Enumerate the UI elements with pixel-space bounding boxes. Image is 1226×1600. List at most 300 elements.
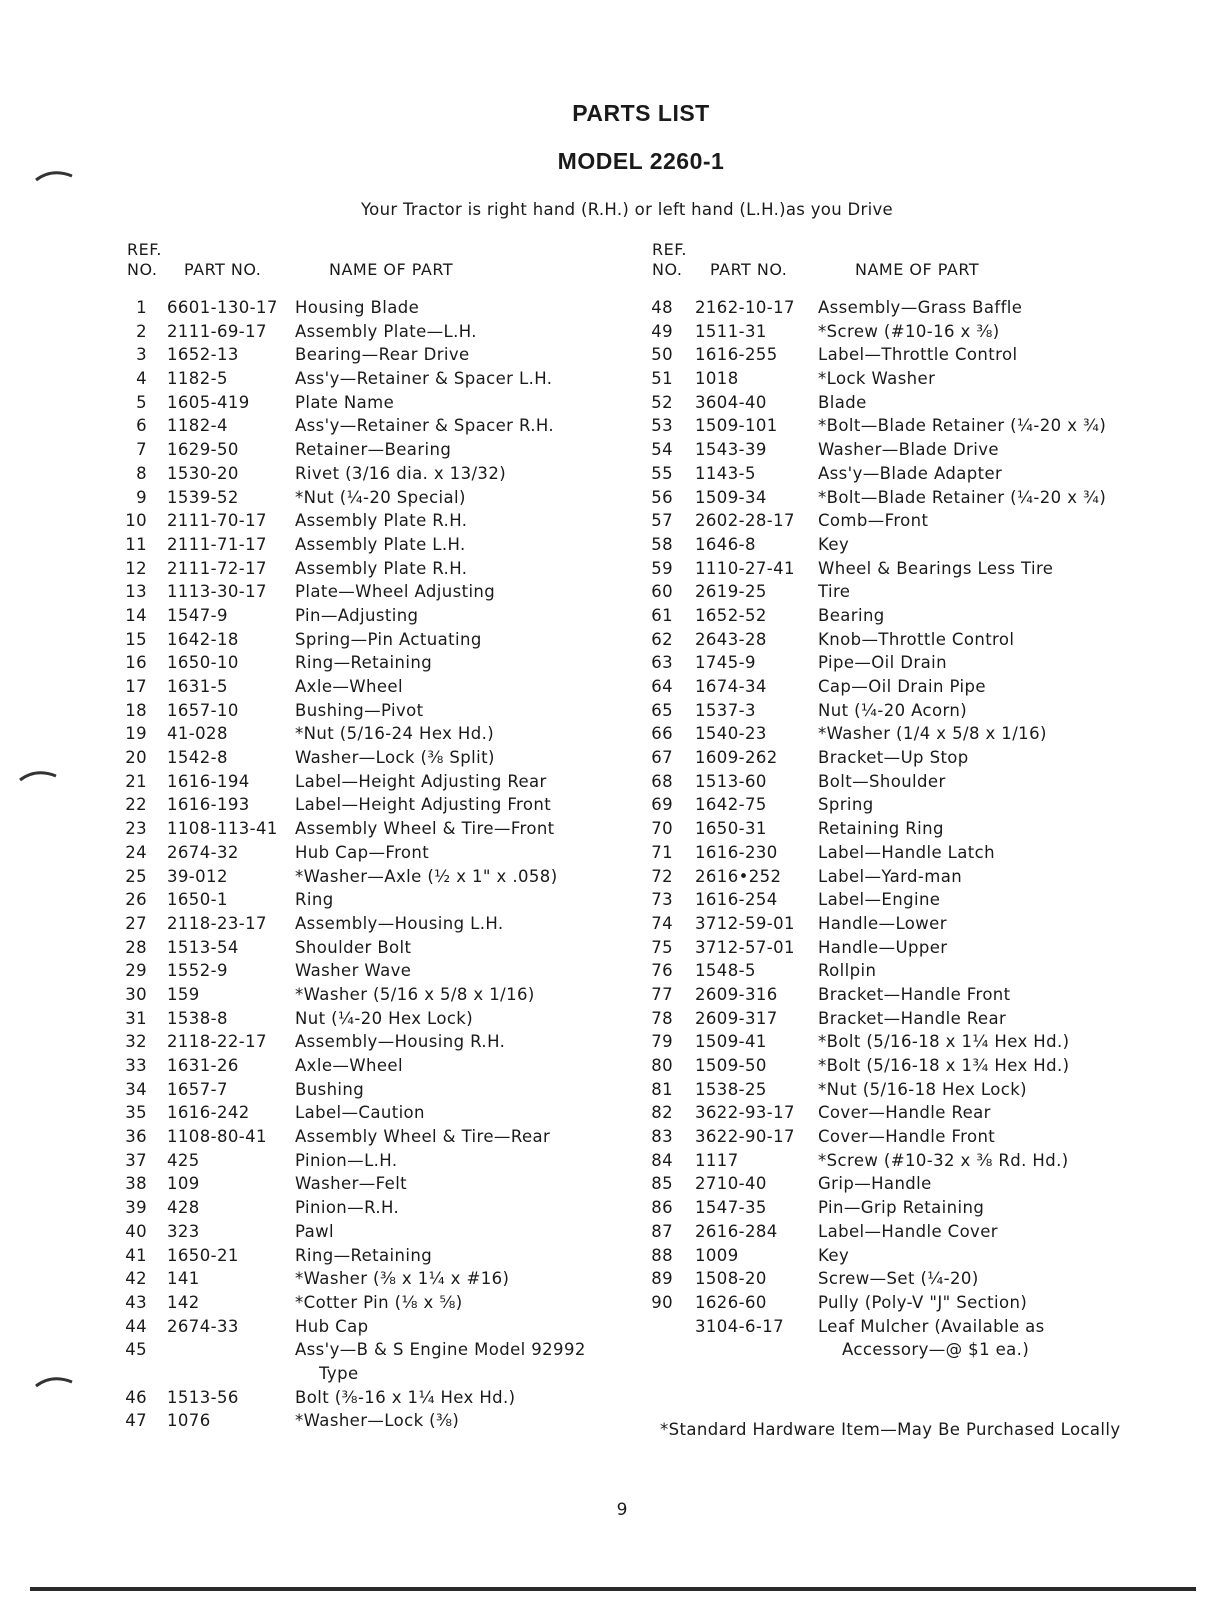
part-name: *Bolt (5/16-18 x 1¼ Hex Hd.) <box>818 1032 1070 1052</box>
part-name: Nut (¼-20 Hex Lock) <box>295 1008 474 1028</box>
part-name: *Bolt—Blade Retainer (¼-20 x ¾) <box>818 487 1107 507</box>
ref-no: 87 <box>651 1221 673 1241</box>
parts-row <box>651 1056 1160 1080</box>
part-no: 1509-50 <box>695 1056 767 1075</box>
part-name: *Washer (5/16 x 5/8 x 1/16) <box>295 984 535 1004</box>
part-no: 1113-30-17 <box>167 582 267 602</box>
part-no: 109 <box>167 1174 200 1194</box>
part-no: 1616-194 <box>167 771 250 791</box>
parts-row <box>651 913 1160 938</box>
parts-row <box>127 1198 617 1222</box>
part-name: Handle—Upper <box>818 937 948 957</box>
part-no: 1537-3 <box>695 700 756 720</box>
ref-no: 30 <box>125 984 147 1004</box>
part-name: Comb—Front <box>818 511 929 531</box>
parts-row <box>127 1411 617 1435</box>
part-no: 2602-28-17 <box>695 511 795 531</box>
part-name: Label—Height Adjusting Front <box>295 795 552 815</box>
part-name: Plate—Wheel Adjusting <box>295 582 496 602</box>
model-title: MODEL 2260-1 <box>557 148 725 174</box>
part-no: 3622-93-17 <box>695 1103 795 1123</box>
ref-no: 84 <box>651 1150 673 1170</box>
part-name: *Nut (¼-20 Special) <box>295 487 466 507</box>
ref-no: 83 <box>651 1127 673 1147</box>
part-name: Pinion—R.H. <box>295 1198 400 1218</box>
parts-row <box>127 867 617 891</box>
part-name: Shoulder Bolt <box>295 937 412 957</box>
part-no: 1642-75 <box>695 795 767 815</box>
parts-row <box>660 1340 1160 1364</box>
parts-row <box>127 1103 617 1127</box>
part-no: 323 <box>167 1221 200 1241</box>
part-no: 1509-34 <box>695 487 767 507</box>
part-name: Handle—Lower <box>818 913 947 933</box>
ref-no: 16 <box>125 653 147 673</box>
ref-no: 82 <box>651 1103 673 1123</box>
ref-no: 52 <box>651 392 673 412</box>
parts-row <box>127 724 617 748</box>
part-name: Bracket—Handle Rear <box>818 1008 1007 1028</box>
part-no: 1631-26 <box>167 1056 239 1075</box>
ref-no: 55 <box>651 463 673 483</box>
parts-row <box>651 653 1160 677</box>
ref-no: 17 <box>125 677 147 696</box>
part-name: *Nut (5/16-18 Hex Lock) <box>818 1079 1027 1099</box>
part-name: Washer Wave <box>295 961 412 981</box>
parts-row <box>651 1221 1160 1246</box>
parts-row <box>127 1009 617 1033</box>
part-name: Tire <box>818 582 851 602</box>
part-no: 2609-316 <box>695 984 778 1004</box>
parts-row <box>651 819 1160 843</box>
parts-row <box>127 511 617 535</box>
column-header <box>652 240 1160 292</box>
ref-no: 89 <box>651 1269 673 1289</box>
part-no: 141 <box>167 1269 200 1289</box>
parts-row <box>127 322 617 346</box>
ref-no: 56 <box>651 487 673 507</box>
part-name: *Bolt (5/16-18 x 1¾ Hex Hd.) <box>818 1056 1070 1075</box>
ref-no: 44 <box>125 1316 147 1336</box>
header-ref: REF. <box>127 240 162 259</box>
part-no: 3622-90-17 <box>695 1127 795 1147</box>
parts-row <box>127 653 617 677</box>
part-name: Type <box>319 1363 359 1383</box>
left-rows <box>127 298 617 1435</box>
part-name: Bearing—Rear Drive <box>295 345 470 365</box>
part-no: 3712-59-01 <box>695 913 795 933</box>
ref-no: 38 <box>125 1174 147 1194</box>
part-name: Assembly Plate—L.H. <box>295 321 477 341</box>
part-no: 1182-4 <box>167 416 228 436</box>
ref-no: 66 <box>651 724 673 744</box>
parts-row <box>651 724 1160 748</box>
part-name: Assembly Plate L.H. <box>295 534 466 554</box>
parts-row <box>651 582 1160 606</box>
ref-no: 53 <box>651 416 673 436</box>
parts-row <box>651 605 1160 630</box>
part-name: Retainer—Bearing <box>295 440 452 460</box>
ref-no: 57 <box>651 511 673 531</box>
ref-no: 71 <box>651 842 673 862</box>
part-name: Pully (Poly-V "J" Section) <box>818 1292 1028 1312</box>
part-name: Knob—Throttle Control <box>818 629 1015 649</box>
punch-mark <box>34 168 74 182</box>
ref-no: 34 <box>125 1079 147 1099</box>
parts-row <box>127 748 617 772</box>
part-name: Axle—Wheel <box>295 1056 403 1075</box>
part-no: 1542-8 <box>167 748 228 768</box>
part-no: 1631-5 <box>167 677 228 696</box>
part-name: Bracket—Up Stop <box>818 748 969 768</box>
parts-row <box>127 1151 617 1175</box>
part-name: Assembly—Grass Baffle <box>818 298 1023 317</box>
ref-no: 15 <box>125 629 147 649</box>
subtitle: Your Tractor is right hand (R.H.) or left hand (L.H.)as you Drive <box>361 200 893 219</box>
parts-row <box>127 582 617 606</box>
part-name: Ass'y—Retainer & Spacer L.H. <box>295 369 553 389</box>
part-name: Label—Caution <box>295 1103 425 1123</box>
ref-no: 68 <box>651 771 673 791</box>
parts-row <box>127 298 617 322</box>
parts-row <box>651 1127 1160 1151</box>
ref-no: 75 <box>651 937 673 957</box>
header-name: NAME OF PART <box>855 260 980 279</box>
parts-row <box>651 961 1160 985</box>
parts-row <box>127 630 617 654</box>
part-name: *Washer (⅜ x 1¼ x #16) <box>295 1269 510 1289</box>
ref-no: 60 <box>651 582 673 602</box>
part-no: 1513-54 <box>167 937 239 957</box>
part-name: Pin—Adjusting <box>295 605 419 625</box>
ref-no: 25 <box>125 866 147 886</box>
part-no: 1108-80-41 <box>167 1127 267 1147</box>
part-no: 1548-5 <box>695 961 756 981</box>
part-no: 1652-13 <box>167 345 239 365</box>
part-no: 1108-113-41 <box>167 819 278 839</box>
parts-row <box>127 1317 617 1341</box>
part-no: 1629-50 <box>167 440 239 460</box>
part-name: Retaining Ring <box>818 819 944 839</box>
part-no: 1616-193 <box>167 795 250 815</box>
part-no: 2111-71-17 <box>167 534 267 554</box>
part-name: Rollpin <box>818 961 877 981</box>
ref-no: 80 <box>651 1056 673 1075</box>
ref-no: 46 <box>125 1387 147 1407</box>
parts-row <box>651 842 1160 867</box>
part-name: Washer—Felt <box>295 1174 408 1194</box>
part-name: Bolt—Shoulder <box>818 771 946 791</box>
parts-row <box>127 1080 617 1104</box>
footnote: *Standard Hardware Item—May Be Purchased Locally <box>660 1420 1121 1439</box>
ref-no: 54 <box>651 440 673 460</box>
ref-no: 48 <box>651 298 673 317</box>
parts-row <box>127 559 617 583</box>
ref-no: 64 <box>651 677 673 696</box>
part-name: Bracket—Handle Front <box>818 984 1011 1004</box>
part-no: 1547-35 <box>695 1198 767 1218</box>
parts-row <box>651 345 1160 369</box>
ref-no: 63 <box>651 653 673 673</box>
part-no: 3604-40 <box>695 392 767 412</box>
part-name: Assembly Plate R.H. <box>295 511 468 531</box>
parts-row <box>127 677 617 701</box>
ref-no: 2 <box>136 321 147 341</box>
ref-no: 47 <box>125 1411 147 1431</box>
part-no: 1511-31 <box>695 321 767 341</box>
ref-no: 81 <box>651 1079 673 1099</box>
part-name: Axle—Wheel <box>295 677 403 696</box>
punch-mark <box>18 768 58 782</box>
parts-row <box>127 938 617 962</box>
ref-no: 10 <box>125 511 147 531</box>
parts-row <box>651 558 1160 583</box>
ref-no: 77 <box>651 984 673 1004</box>
part-no: 1182-5 <box>167 369 228 389</box>
part-no: 2118-23-17 <box>167 913 267 933</box>
ref-no: 73 <box>651 890 673 910</box>
part-no: 1009 <box>695 1245 739 1265</box>
part-name: Bearing <box>818 605 885 625</box>
part-name: Hub Cap <box>295 1316 369 1336</box>
ref-no: 58 <box>651 534 673 554</box>
part-no: 2162-10-17 <box>695 298 795 317</box>
part-name: Assembly Wheel & Tire—Rear <box>295 1127 551 1147</box>
parts-row <box>651 1032 1160 1056</box>
part-no: 1076 <box>167 1411 211 1431</box>
part-name: Ring <box>295 890 334 910</box>
part-name: Grip—Handle <box>818 1174 932 1194</box>
part-name: Label—Handle Cover <box>818 1221 998 1241</box>
part-name: Label—Engine <box>818 890 941 910</box>
part-name: Cap—Oil Drain Pipe <box>818 677 986 696</box>
parts-row <box>127 819 617 843</box>
part-no: 6601-130-17 <box>167 298 278 317</box>
parts-row <box>127 1246 617 1270</box>
parts-row <box>127 1174 617 1198</box>
parts-row <box>127 1293 617 1317</box>
parts-row <box>651 534 1160 559</box>
part-no: 1547-9 <box>167 605 228 625</box>
part-name: Pipe—Oil Drain <box>818 653 947 673</box>
part-name: *Lock Washer <box>818 369 936 389</box>
part-no: 39-012 <box>167 866 228 886</box>
part-no: 1657-10 <box>167 700 239 720</box>
parts-row <box>651 463 1160 488</box>
ref-no: 35 <box>125 1103 147 1123</box>
parts-row <box>127 701 617 725</box>
part-name: Washer—Blade Drive <box>818 440 999 460</box>
ref-no: 5 <box>136 392 147 412</box>
ref-no: 20 <box>125 748 147 768</box>
part-no: 1018 <box>695 369 739 389</box>
part-name: Cover—Handle Front <box>818 1127 996 1147</box>
ref-no: 86 <box>651 1198 673 1218</box>
parts-row <box>127 843 617 867</box>
part-no: 41-028 <box>167 724 228 744</box>
part-no: 1646-8 <box>695 534 756 554</box>
part-no: 1509-41 <box>695 1032 767 1052</box>
ref-no: 88 <box>651 1245 673 1265</box>
ref-no: 72 <box>651 866 673 886</box>
parts-row <box>127 393 617 417</box>
header-no: NO. <box>652 260 683 279</box>
part-no: 1509-101 <box>695 416 778 436</box>
parts-row <box>651 487 1160 512</box>
parts-row <box>127 488 617 512</box>
parts-row <box>127 1364 617 1388</box>
part-no: 1616-230 <box>695 842 778 862</box>
part-no: 1609-262 <box>695 748 778 768</box>
part-name: *Washer (1/4 x 5/8 x 1/16) <box>818 724 1047 744</box>
parts-row <box>127 1032 617 1056</box>
parts-row <box>651 748 1160 772</box>
part-no: 1650-1 <box>167 890 228 910</box>
part-no: 2616•252 <box>695 866 782 886</box>
part-no: 3104-6-17 <box>695 1316 784 1336</box>
ref-no: 37 <box>125 1150 147 1170</box>
parts-row <box>127 464 617 488</box>
ref-no: 76 <box>651 961 673 981</box>
part-no: 1652-52 <box>695 605 767 625</box>
ref-no: 45 <box>125 1340 147 1360</box>
ref-no: 27 <box>125 913 147 933</box>
part-no: 1605-419 <box>167 392 250 412</box>
part-no: 1117 <box>695 1150 739 1170</box>
part-no: 1674-34 <box>695 677 767 696</box>
part-no: 1543-39 <box>695 440 767 460</box>
part-name: Assembly Wheel & Tire—Front <box>295 819 555 839</box>
parts-row <box>127 985 617 1009</box>
ref-no: 50 <box>651 345 673 365</box>
part-no: 2619-25 <box>695 582 767 602</box>
part-name: Screw—Set (¼-20) <box>818 1269 979 1289</box>
ref-no: 19 <box>125 724 147 744</box>
parts-row <box>651 984 1160 1009</box>
parts-row <box>660 1317 1160 1341</box>
ref-no: 13 <box>125 582 147 602</box>
part-name: Assembly—Housing L.H. <box>295 913 504 933</box>
right-rows <box>651 298 1160 1364</box>
ref-no: 67 <box>651 748 673 768</box>
header-no: NO. <box>127 260 158 279</box>
header-part-no: PART NO. <box>710 260 788 279</box>
ref-no: 74 <box>651 913 673 933</box>
parts-row <box>651 1269 1160 1293</box>
part-no: 159 <box>167 984 200 1004</box>
parts-row <box>651 700 1160 725</box>
part-name: Washer—Lock (⅜ Split) <box>295 748 495 768</box>
parts-row <box>651 440 1160 464</box>
part-name: *Cotter Pin (⅛ x ⅝) <box>295 1292 463 1312</box>
part-name: Label—Handle Latch <box>818 842 995 862</box>
part-name: Accessory—@ $1 ea.) <box>842 1340 1030 1360</box>
part-name: Rivet (3/16 dia. x 13/32) <box>295 463 507 483</box>
parts-row <box>651 1245 1160 1270</box>
parts-row <box>127 1056 617 1080</box>
parts-row <box>651 629 1160 654</box>
part-name: Ass'y—Retainer & Spacer R.H. <box>295 416 555 436</box>
part-no: 1616-242 <box>167 1103 250 1123</box>
parts-row <box>127 1340 617 1364</box>
part-no: 2111-70-17 <box>167 511 267 531</box>
header-name: NAME OF PART <box>329 260 454 279</box>
part-no: 1650-31 <box>695 819 767 839</box>
ref-no: 11 <box>125 534 147 554</box>
part-name: Nut (¼-20 Acorn) <box>818 700 968 720</box>
parts-row <box>127 795 617 819</box>
part-no: 1616-254 <box>695 890 778 910</box>
ref-no: 39 <box>125 1198 147 1218</box>
part-name: Pawl <box>295 1221 334 1241</box>
parts-row <box>127 1269 617 1293</box>
part-name: *Nut (5/16-24 Hex Hd.) <box>295 724 495 744</box>
header-ref: REF. <box>652 240 687 259</box>
part-name: Ring—Retaining <box>295 1245 433 1265</box>
ref-no: 90 <box>651 1292 673 1312</box>
parts-row <box>127 535 617 559</box>
part-name: Label—Yard-man <box>818 866 963 886</box>
part-name: Pinion—L.H. <box>295 1150 398 1170</box>
part-no: 1657-7 <box>167 1079 228 1099</box>
ref-no: 49 <box>651 321 673 341</box>
part-no: 2710-40 <box>695 1174 767 1194</box>
ref-no: 24 <box>125 842 147 862</box>
part-no: 2643-28 <box>695 629 767 649</box>
part-no: 2118-22-17 <box>167 1032 267 1052</box>
ref-no: 7 <box>136 440 147 460</box>
bottom-rule <box>30 1587 1196 1591</box>
ref-no: 36 <box>125 1127 147 1147</box>
part-no: 1650-21 <box>167 1245 239 1265</box>
part-name: Key <box>818 1245 850 1265</box>
ref-no: 18 <box>125 700 147 720</box>
parts-row <box>651 1198 1160 1222</box>
ref-no: 51 <box>651 369 673 389</box>
part-name: Spring—Pin Actuating <box>295 629 482 649</box>
parts-row <box>127 914 617 938</box>
ref-no: 8 <box>136 463 147 483</box>
parts-row <box>127 890 617 914</box>
ref-no: 61 <box>651 605 673 625</box>
ref-no: 43 <box>125 1292 147 1312</box>
parts-row <box>651 1008 1160 1033</box>
part-name: Ring—Retaining <box>295 653 433 673</box>
part-no: 1513-60 <box>695 771 767 791</box>
part-name: Blade <box>818 392 867 412</box>
ref-no: 4 <box>136 369 147 389</box>
ref-no: 79 <box>651 1032 673 1052</box>
parts-row <box>127 369 617 393</box>
part-no: 2616-284 <box>695 1221 778 1241</box>
part-no: 1626-60 <box>695 1292 767 1312</box>
parts-row <box>651 1292 1160 1317</box>
part-name: Housing Blade <box>295 298 420 317</box>
ref-no: 78 <box>651 1008 673 1028</box>
part-name: Label—Height Adjusting Rear <box>295 771 547 791</box>
part-no: 1508-20 <box>695 1269 767 1289</box>
ref-no: 69 <box>651 795 673 815</box>
part-no: 2674-32 <box>167 842 239 862</box>
part-no: 1745-9 <box>695 653 756 673</box>
ref-no: 62 <box>651 629 673 649</box>
part-no: 1552-9 <box>167 961 228 981</box>
part-name: Assembly Plate R.H. <box>295 558 468 578</box>
parts-row <box>651 795 1160 819</box>
ref-no: 42 <box>125 1269 147 1289</box>
parts-row <box>651 937 1160 962</box>
ref-no: 6 <box>136 416 147 436</box>
